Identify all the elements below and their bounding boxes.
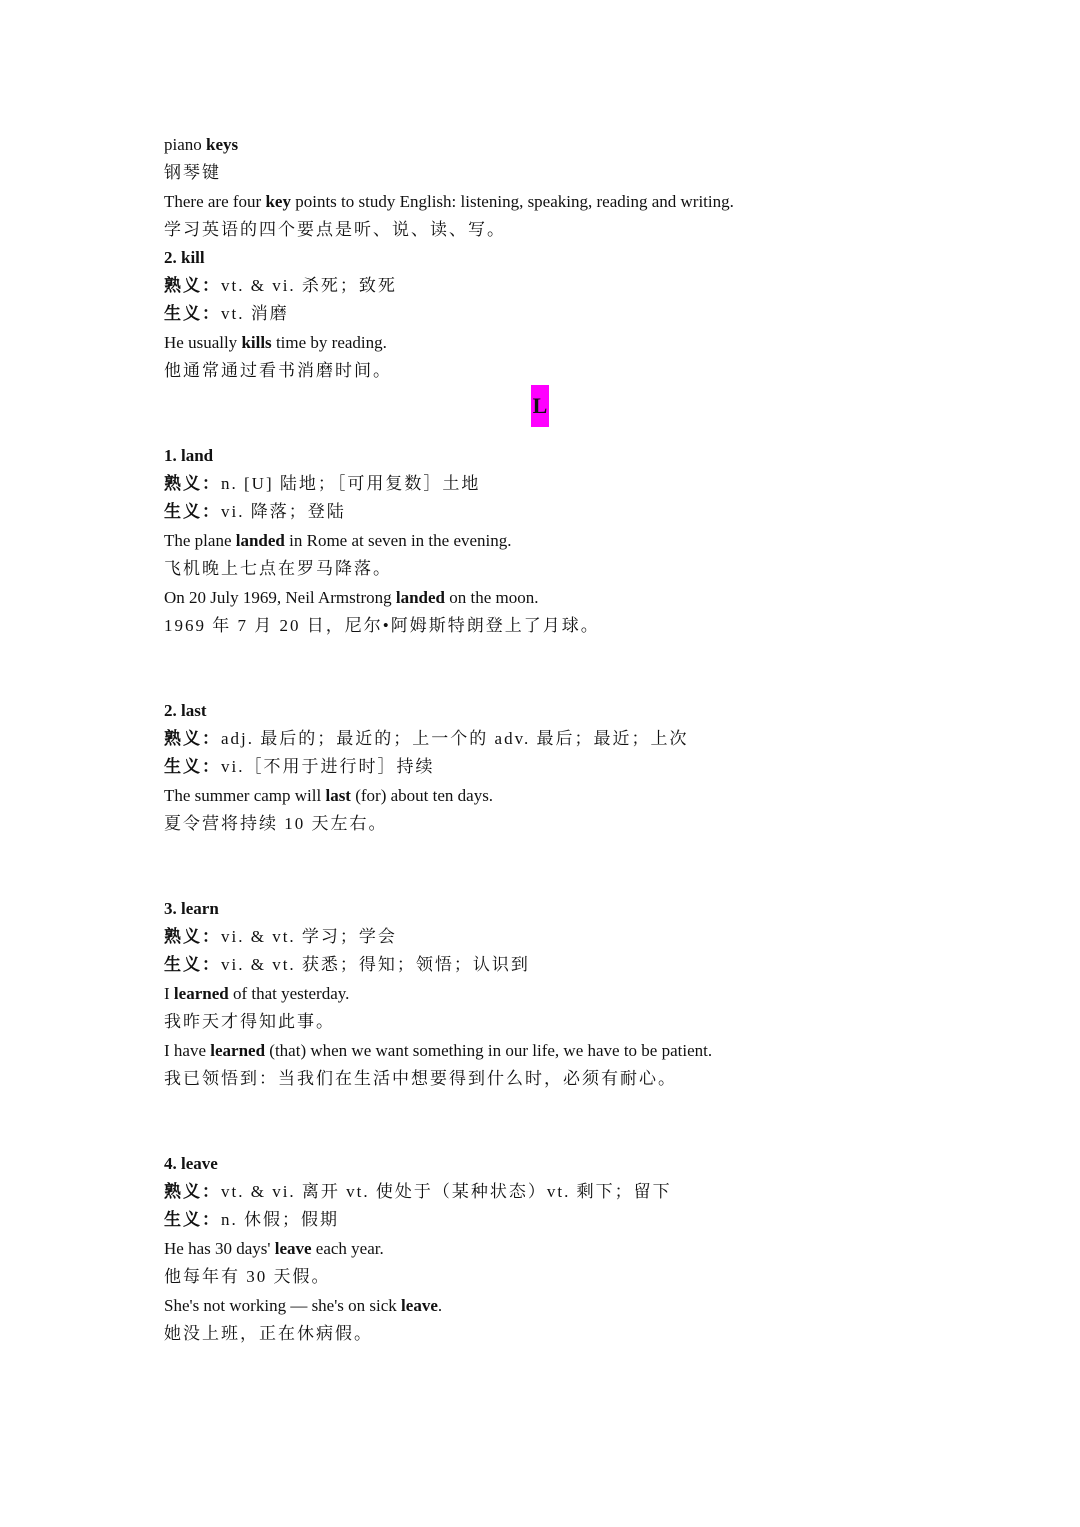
keyword: landed — [395, 588, 445, 607]
entry-heading: 2. last — [164, 701, 207, 720]
sentence-text: piano — [164, 135, 207, 154]
meaning-text: n. [U] 陆地；［可用复数］土地 — [221, 474, 481, 493]
translation: 我昨天才得知此事。 — [164, 1012, 335, 1031]
translation: 我已领悟到：当我们在生活中想要得到什么时，必须有耐心。 — [164, 1069, 677, 1088]
sentence-text: of that yesterday. — [228, 984, 350, 1003]
sentence-text: time by reading. — [271, 333, 387, 352]
sentence-text: in Rome at seven in the evening. — [284, 531, 512, 550]
translation: 她没上班，正在休病假。 — [164, 1324, 373, 1343]
sentence-text: He usually — [164, 333, 242, 352]
meaning-text: vt. 消磨 — [221, 304, 289, 323]
new-label: 生义： — [164, 502, 221, 521]
translation: 夏令营将持续 10 天左右。 — [164, 814, 388, 833]
keyword: kills — [241, 333, 272, 352]
translation: 1969 年 7 月 20 日，尼尔•阿姆斯特朗登上了月球。 — [164, 616, 600, 635]
translation: 飞机晚上七点在罗马降落。 — [164, 559, 392, 578]
keyword: leave — [274, 1239, 312, 1258]
sentence-text: (that) when we want something in our life, we have to be patient. — [265, 1041, 713, 1060]
example-sentence — [164, 587, 539, 609]
sentence-text: There are four — [164, 192, 266, 211]
keyword: keys — [206, 135, 239, 154]
example-sentence — [164, 191, 734, 213]
sentence-text: The plane — [164, 531, 236, 550]
translation: 钢琴键 — [164, 163, 221, 182]
meaning-text: vi. & vt. 获悉；得知；领悟；认识到 — [221, 955, 530, 974]
sentence-text: She's not working — she's on sick — [164, 1296, 402, 1315]
example-sentence — [164, 1238, 384, 1260]
new-meaning — [164, 1209, 339, 1231]
familiar-label: 熟义： — [164, 474, 221, 493]
meaning-text: vt. & vi. 杀死；致死 — [221, 276, 397, 295]
sentence-text: (for) about ten days. — [350, 786, 494, 805]
sentence-text: . — [437, 1296, 443, 1315]
sentence-text: The summer camp will — [164, 786, 326, 805]
translation: 他通常通过看书消磨时间。 — [164, 361, 392, 380]
sentence-text: He has 30 days' — [164, 1239, 275, 1258]
meaning-text: adj. 最后的；最近的；上一个的 adv. 最后；最近；上次 — [221, 729, 689, 748]
entry-heading: 3. learn — [164, 899, 219, 918]
keyword: last — [325, 786, 351, 805]
entry-heading: 1. land — [164, 446, 214, 465]
familiar-meaning — [164, 1181, 672, 1203]
sentence-text: On 20 July 1969, Neil Armstrong — [164, 588, 396, 607]
keyword: key — [265, 192, 291, 211]
entry-heading: 4. leave — [164, 1154, 218, 1173]
familiar-meaning — [164, 473, 480, 495]
translation: 他每年有 30 天假。 — [164, 1267, 331, 1286]
sentence-text: points to study English: listening, speaking, reading and writing. — [290, 192, 734, 211]
example-sentence — [164, 785, 493, 807]
meaning-text: vi. & vt. 学习；学会 — [221, 927, 397, 946]
familiar-label: 熟义： — [164, 276, 221, 295]
new-label: 生义： — [164, 757, 221, 776]
example-sentence — [164, 983, 349, 1005]
meaning-text: vi.［不用于进行时］持续 — [221, 757, 435, 776]
keyword: learned — [210, 1041, 266, 1060]
familiar-meaning — [164, 275, 397, 297]
entry-heading: 2. kill — [164, 248, 205, 267]
example-sentence — [164, 1295, 442, 1317]
section-letter-highlight — [531, 385, 549, 427]
new-meaning — [164, 954, 530, 976]
new-label: 生义： — [164, 304, 221, 323]
new-label: 生义： — [164, 1210, 221, 1229]
new-meaning — [164, 303, 289, 325]
meaning-text: vi. 降落；登陆 — [221, 502, 346, 521]
sentence-text: I — [164, 984, 174, 1003]
familiar-label: 熟义： — [164, 927, 221, 946]
meaning-text: n. 休假；假期 — [221, 1210, 339, 1229]
new-meaning — [164, 756, 434, 778]
example-sentence — [164, 332, 387, 354]
example-sentence — [164, 530, 512, 552]
familiar-meaning — [164, 728, 688, 750]
sentence-text: each year. — [311, 1239, 384, 1258]
translation: 学习英语的四个要点是听、说、读、写。 — [164, 220, 506, 239]
familiar-meaning — [164, 926, 397, 948]
sentence-text: on the moon. — [445, 588, 539, 607]
example-sentence — [164, 134, 238, 156]
familiar-label: 熟义： — [164, 729, 221, 748]
familiar-label: 熟义： — [164, 1182, 221, 1201]
new-meaning — [164, 501, 346, 523]
keyword: landed — [235, 531, 285, 550]
example-sentence — [164, 1040, 712, 1062]
meaning-text: vt. & vi. 离开 vt. 使处于（某种状态）vt. 剩下；留下 — [221, 1182, 672, 1201]
sentence-text: I have — [164, 1041, 211, 1060]
keyword: learned — [173, 984, 229, 1003]
section-letter: L — [532, 393, 548, 418]
keyword: leave — [401, 1296, 438, 1315]
new-label: 生义： — [164, 955, 221, 974]
